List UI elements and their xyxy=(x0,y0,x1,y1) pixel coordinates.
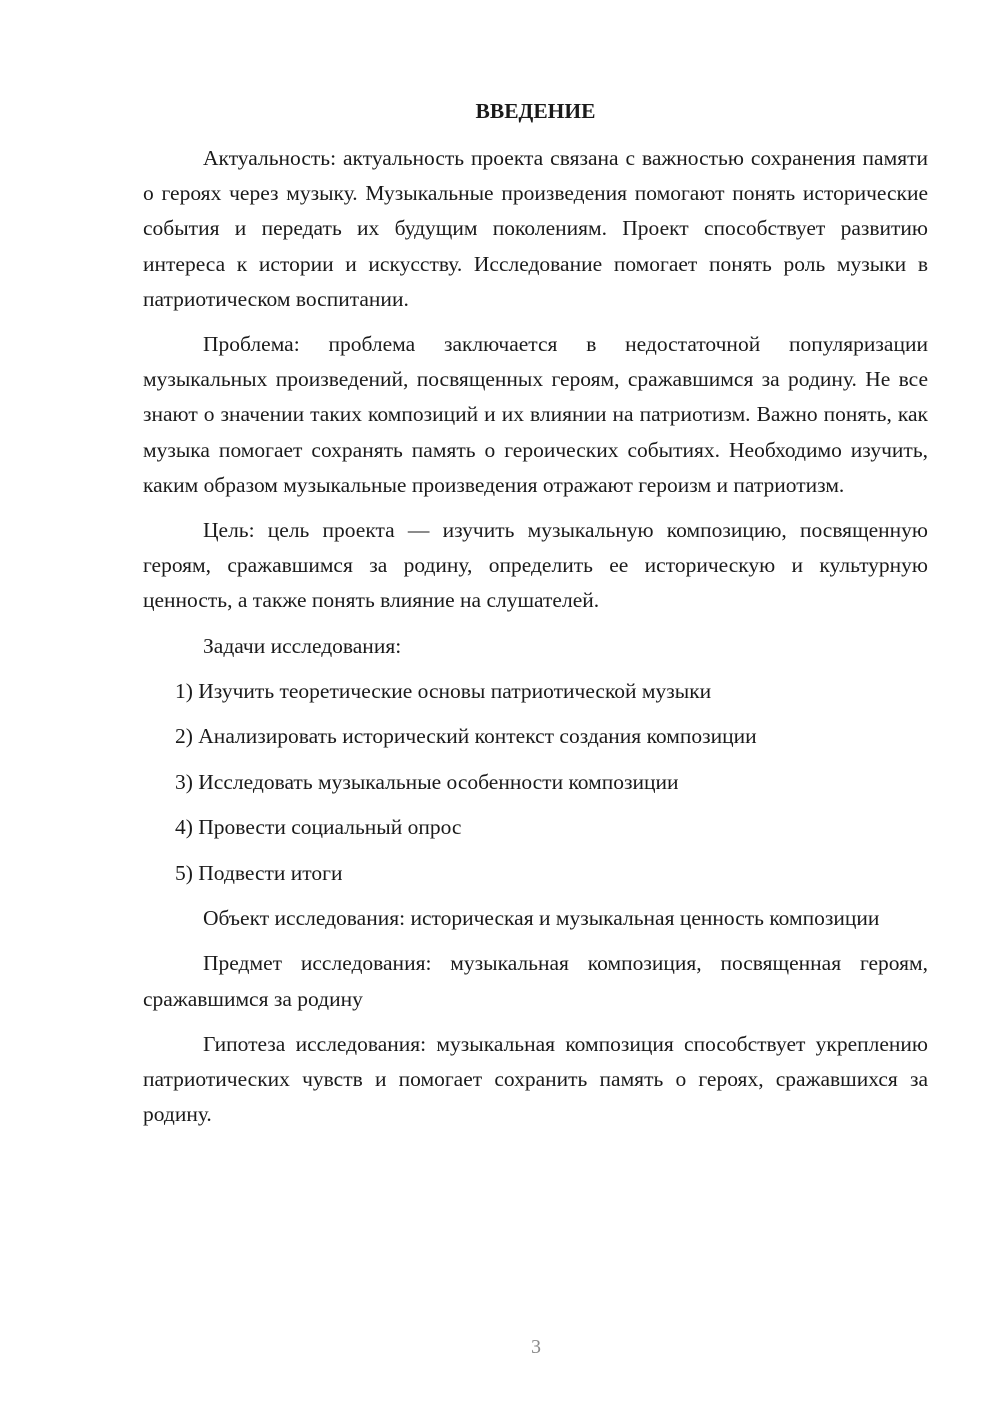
page-content xyxy=(143,94,928,1142)
paragraph-problem: Проблема: проблема заключается в недостаточной популяризации музыкальных произведений, посвященных героям, сражавшимся за родину. Не все знают о значении таких композиций и их влиянии на патриотизм. Важно понять, как музыка помогает сохранять память о героических событиях. Необходимо изучить, каким образом музыкальные произведения отражают героизм и патриотизм. xyxy=(143,332,928,497)
tasks-list xyxy=(143,674,928,891)
paragraph-relevance: Актуальность: актуальность проекта связана с важностью сохранения памяти о героях через музыку. Музыкальные произведения помогают понять исторические события и передать их будущим поколениям. Проект способствует развитию интереса к истории и искусству. Исследование помогает понять роль музыки в патриотическом воспитании. xyxy=(143,146,928,311)
page-number: 3 xyxy=(531,1336,541,1358)
paragraph-hypothesis: Гипотеза исследования: музыкальная композиция способствует укреплению патриотических чувств и помогает сохранить память о героях, сражавшихся за родину. xyxy=(143,1031,928,1127)
paragraph-goal: Цель: цель проекта — изучить музыкальную композицию, посвященную героям, сражавшимся за родину, определить ее историческую и культурную ценность, а также понять влияние на слушателей. xyxy=(143,518,928,613)
paragraph-object: Объект исследования: историческая и музыкальная ценность композиции xyxy=(203,906,880,931)
task-item: 5) Подвести итоги xyxy=(175,860,343,885)
task-item: 4) Провести социальный опрос xyxy=(175,815,462,840)
paragraph-subject: Предмет исследования: музыкальная композиция, посвященная героям, сражавшимся за родину xyxy=(143,951,928,1011)
tasks-label: Задачи исследования: xyxy=(203,633,402,658)
task-item: 1) Изучить теоретические основы патриотической музыки xyxy=(175,678,712,703)
task-item: 3) Исследовать музыкальные особенности композиции xyxy=(175,769,679,794)
task-item: 2) Анализировать исторический контекст создания композиции xyxy=(175,724,757,749)
section-heading: ВВЕДЕНИЕ xyxy=(475,99,596,123)
